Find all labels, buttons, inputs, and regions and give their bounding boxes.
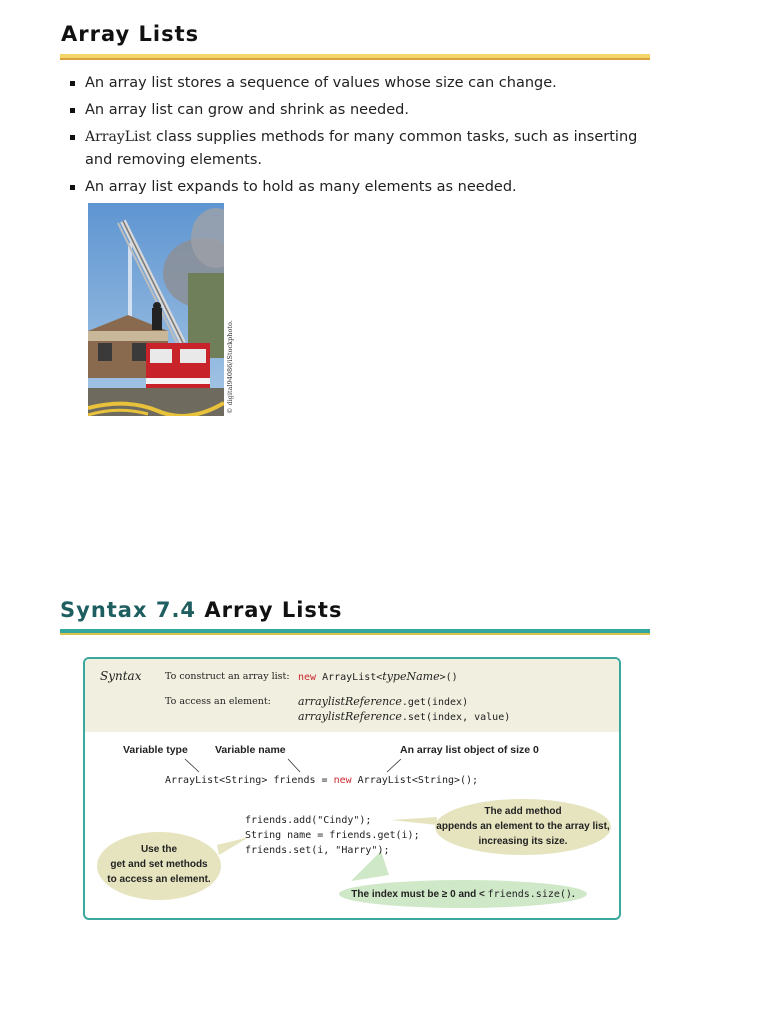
index-range-text: The index must be ≥ 0 and < friends.size(). [351, 889, 575, 900]
syntax-number: Syntax 7.4 [60, 598, 197, 622]
declaration-code: ArrayList<String> friends = new ArrayList<String>(); [165, 775, 479, 786]
bullet-item: An array list can grow and shrink as needed. [70, 99, 645, 122]
bullet-icon [70, 185, 75, 190]
access-set-code: arraylistReference.set(index, value) [298, 710, 511, 723]
get-set-text: Use the get and set methods to access an element. [107, 844, 211, 885]
bullet-item: An array list expands to hold as many elements as needed. [70, 176, 645, 199]
construct-code: new ArrayList<typeName>() [298, 670, 458, 683]
bullet-icon [70, 108, 75, 113]
code-line-get: String name = friends.get(i); [245, 830, 420, 841]
variable-name-annotation: Variable name [215, 744, 286, 756]
variable-type-annotation: Variable type [123, 744, 188, 756]
syntax-underline [60, 629, 650, 635]
syntax-title [60, 598, 342, 622]
bullet-icon [70, 81, 75, 86]
bullet-icon [70, 135, 75, 140]
access-get-code: arraylistReference.get(index) [298, 695, 469, 708]
slide-title: Array Lists [61, 22, 200, 46]
bullet-item: ArrayList class supplies methods for many common tasks, such as inserting and removing elements. [70, 126, 645, 172]
code-line-add: friends.add("Cindy"); [245, 815, 372, 826]
code-line-set: friends.set(i, "Harry"); [245, 845, 390, 856]
construct-label: To construct an array list: [165, 671, 290, 682]
fire-truck-ladder-photo [88, 203, 224, 416]
access-label: To access an element: [165, 696, 271, 707]
add-method-text: The add method appends an element to the array list, increasing its size. [436, 806, 610, 847]
title-underline [60, 54, 650, 60]
array-list-object-annotation: An array list object of size 0 [400, 744, 539, 756]
class-name: ArrayList [85, 129, 152, 145]
syntax-box [83, 657, 621, 920]
photo-credit: © digital94086/iStockphoto. [226, 320, 234, 414]
bullet-item: An array list stores a sequence of values whose size can change. [70, 72, 645, 95]
syntax-title-text: Array Lists [204, 598, 343, 622]
bullet-list [70, 72, 645, 203]
syntax-label: Syntax [100, 669, 142, 683]
